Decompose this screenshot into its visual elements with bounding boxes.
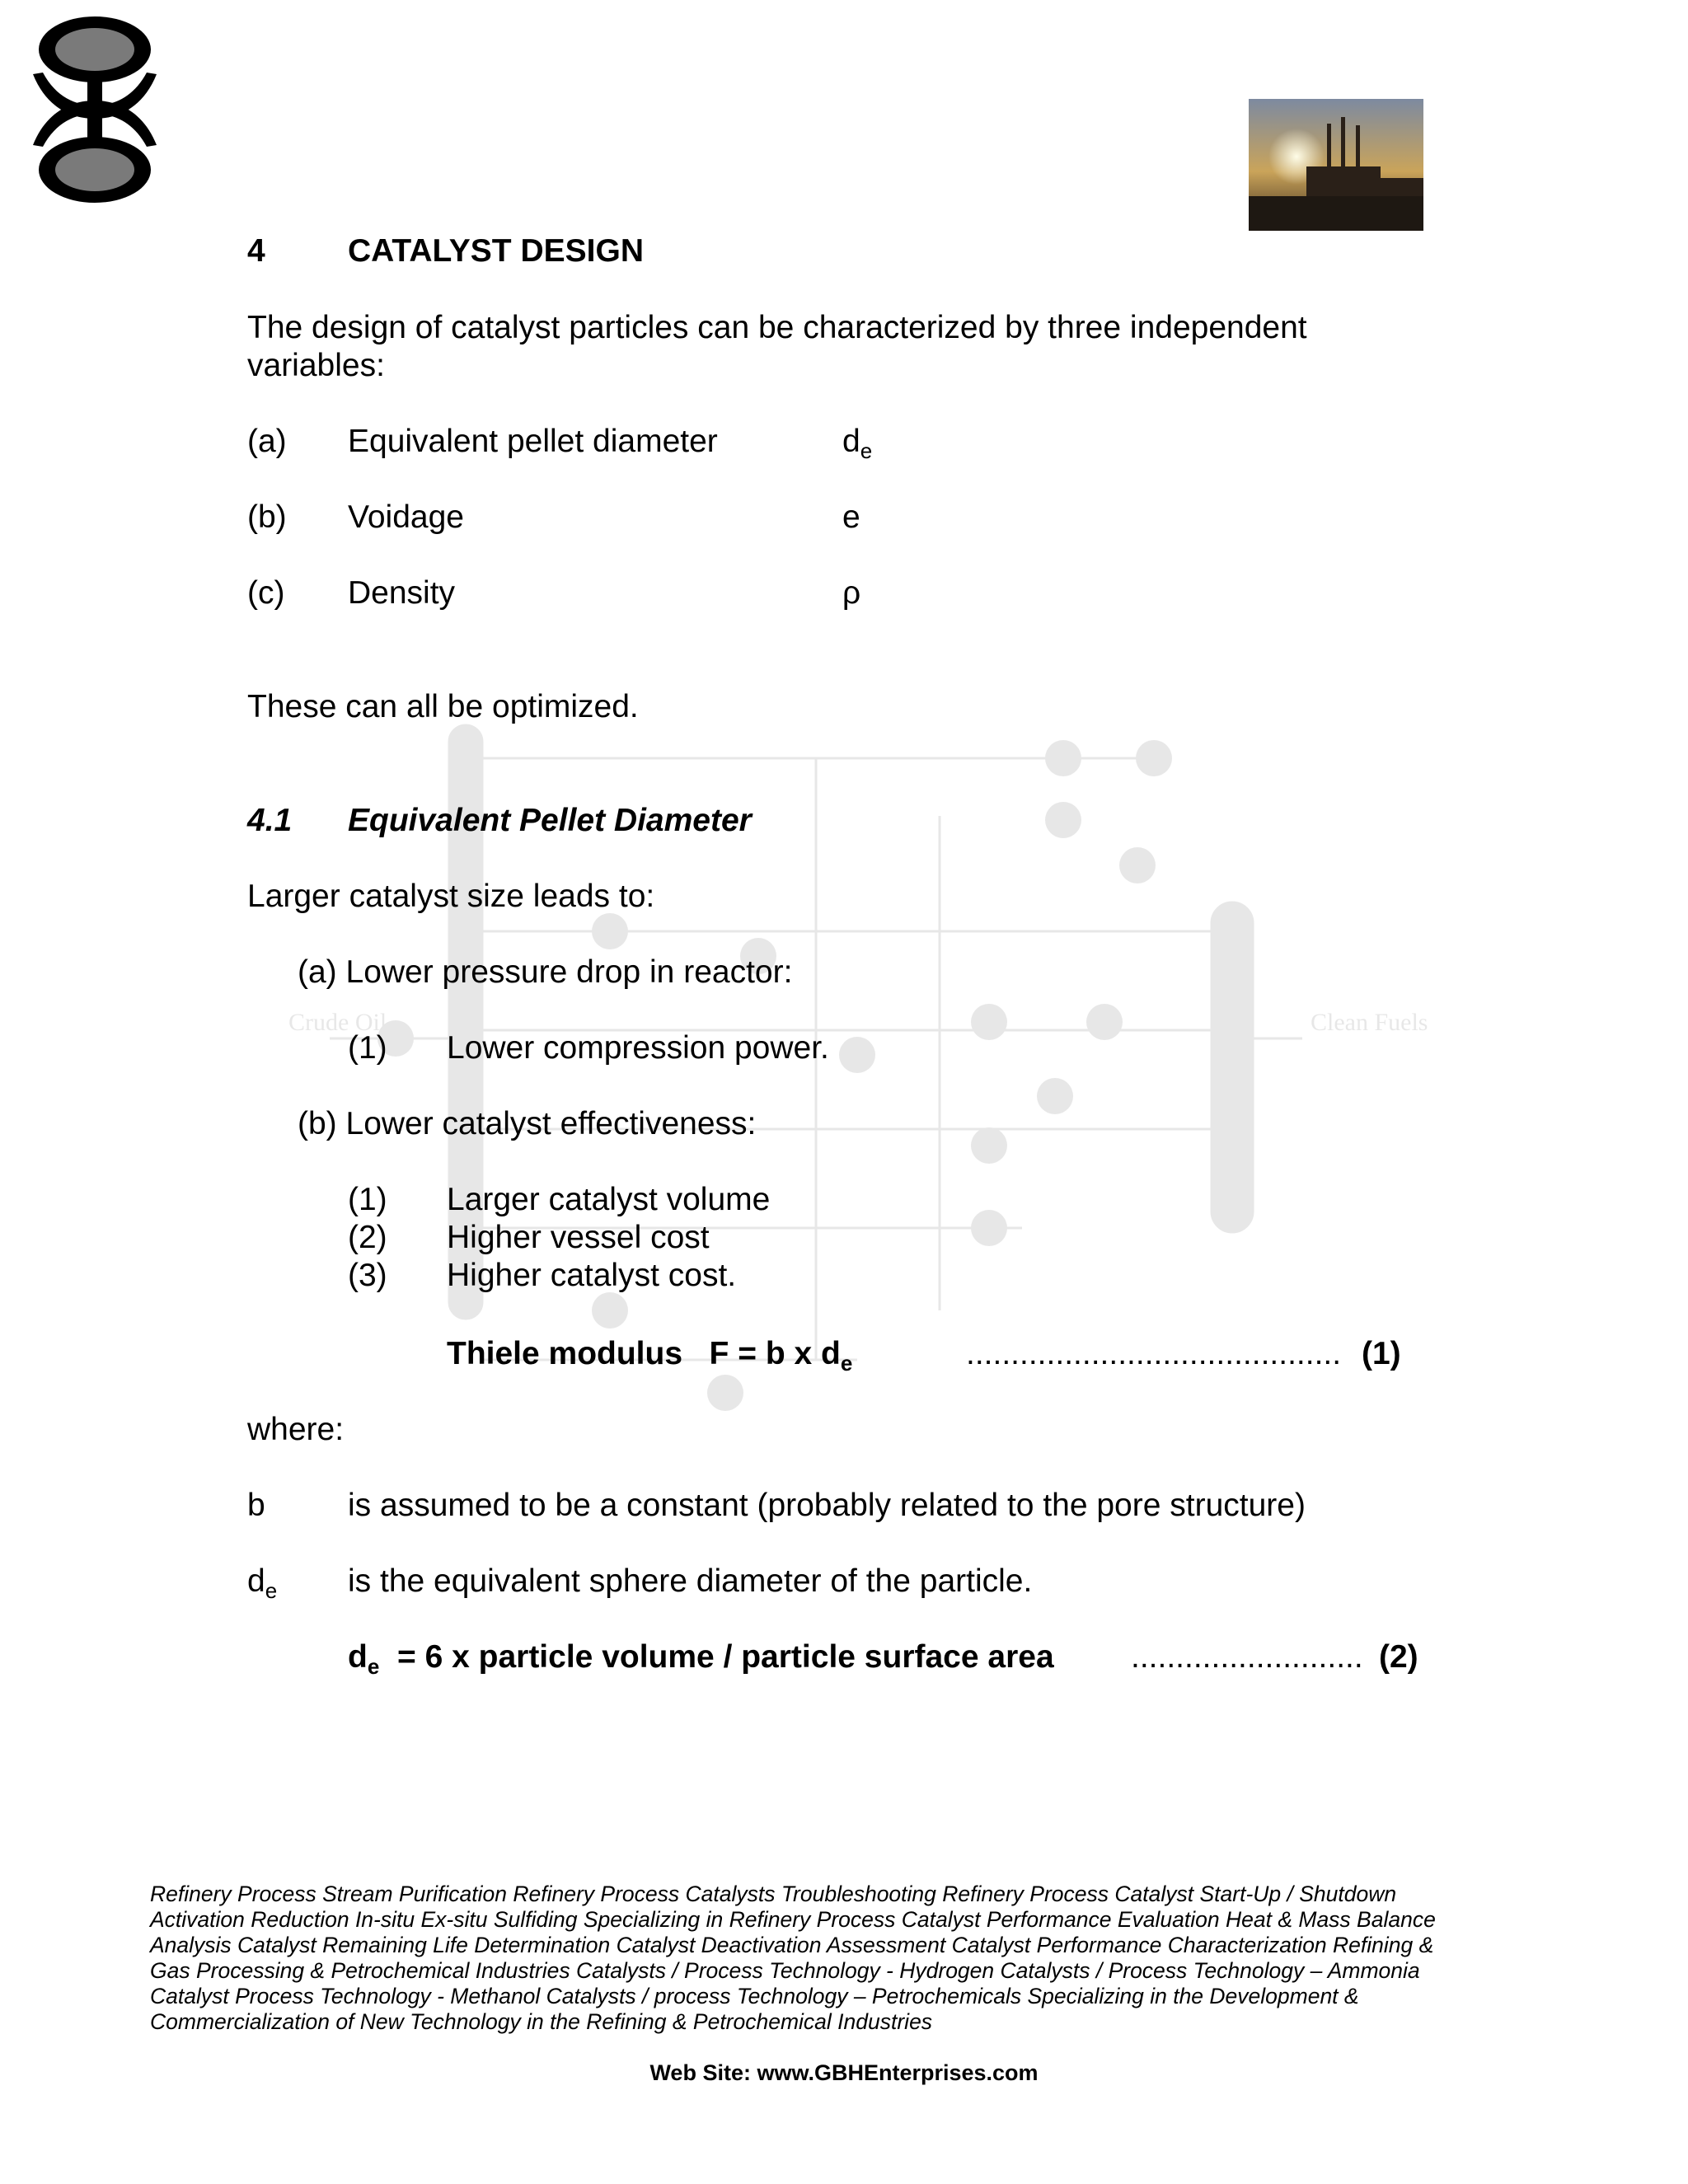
equation-2-formula: = 6 x particle volume / particle surface area bbox=[396, 1639, 1054, 1675]
equation-1: Thiele modulus F = b x $d_e$ bbox=[447, 1336, 853, 1376]
watermark-crude-oil: Crude Oil bbox=[288, 1009, 387, 1036]
variable-letter: (b) bbox=[247, 499, 287, 535]
watermark-clean-fuels: Clean Fuels bbox=[1311, 1009, 1428, 1036]
variable-name: Voidage bbox=[348, 499, 464, 535]
definition-symbol: b bbox=[247, 1488, 265, 1523]
variable-symbol: $d_e$ bbox=[842, 424, 873, 463]
section-title: Equivalent Pellet Diameter bbox=[348, 803, 752, 838]
equation-1-label: Thiele modulus bbox=[447, 1336, 683, 1371]
point-b-item-num: (2) bbox=[348, 1220, 387, 1255]
point-a1-text: Lower compression power. bbox=[447, 1030, 829, 1066]
point-b-item-text: Higher vessel cost bbox=[447, 1220, 710, 1255]
intro-line-2: variables: bbox=[247, 348, 385, 383]
point-b: (b) Lower catalyst effectiveness: bbox=[298, 1106, 757, 1141]
equation-1-leader: .......................................... bbox=[966, 1336, 1342, 1371]
point-b-item-text: Larger catalyst volume bbox=[447, 1182, 771, 1217]
definition-symbol: $d_e$ bbox=[247, 1563, 278, 1603]
larger-leads-text: Larger catalyst size leads to: bbox=[247, 879, 655, 914]
definition-text: is the equivalent sphere diameter of the particle. bbox=[348, 1563, 1033, 1599]
variable-letter: (a) bbox=[247, 424, 287, 459]
where-text: where: bbox=[247, 1412, 345, 1447]
point-a1-num: (1) bbox=[348, 1030, 387, 1066]
definition-text: is assumed to be a constant (probably related to the pore structure) bbox=[348, 1488, 1306, 1523]
point-b-item-num: (3) bbox=[348, 1258, 387, 1293]
equation-2: $d_e = 6$ x particle volume / particle surface area bbox=[348, 1639, 1054, 1679]
intro-line-1: The design of catalyst particles can be characterized by three independent bbox=[247, 310, 1307, 345]
equation-2-leader: .......................... bbox=[1131, 1639, 1363, 1675]
variable-name: Density bbox=[348, 575, 456, 611]
equation-2-number: (2) bbox=[1379, 1639, 1418, 1675]
variable-letter: (c) bbox=[247, 575, 285, 611]
heading-title: CATALYST DESIGN bbox=[348, 233, 644, 269]
point-b-item-text: Higher catalyst cost. bbox=[447, 1258, 737, 1293]
footer-website: Web Site: www.GBHEnterprises.com bbox=[649, 2060, 1039, 2085]
equation-1-formula: F = b x d bbox=[709, 1336, 841, 1371]
equation-1-number: (1) bbox=[1362, 1336, 1401, 1371]
company-logo-icon bbox=[33, 15, 157, 204]
point-b-item-num: (1) bbox=[348, 1182, 387, 1217]
section-number: 4.1 bbox=[247, 803, 293, 838]
optimized-text: These can all be optimized. bbox=[247, 689, 639, 724]
refinery-photo bbox=[1249, 99, 1423, 231]
heading-number: 4 bbox=[247, 233, 265, 269]
variable-symbol: ρ bbox=[842, 575, 861, 611]
footer-services-text: Refinery Process Stream Purification Refinery Process Catalysts Troubleshooting Refinery Process Catalyst Start-Up / Shutdown Activation Reduction In-situ Ex-situ Sulfiding Specializing in Refinery Process Catalyst Performance Evaluation Heat & Mass Balance Analysis Catalyst Remaining Life Determination Catalyst Deactivation Assessment Catalyst Performance Characterization Refining & Gas Processing & Petrochemical Industries Catalysts / Process Technology - Hydrogen Catalysts / Process Technology – Ammonia Catalyst Process Technology - Methanol Catalysts / process Technology – Petrochemicals Specializing in the Development & Commercialization of New Technology in the Refining & Petrochemical Industries bbox=[150, 1882, 1436, 2034]
point-a: (a) Lower pressure drop in reactor: bbox=[298, 954, 793, 990]
variable-name: Equivalent pellet diameter bbox=[348, 424, 718, 459]
variable-symbol: e bbox=[842, 499, 860, 535]
